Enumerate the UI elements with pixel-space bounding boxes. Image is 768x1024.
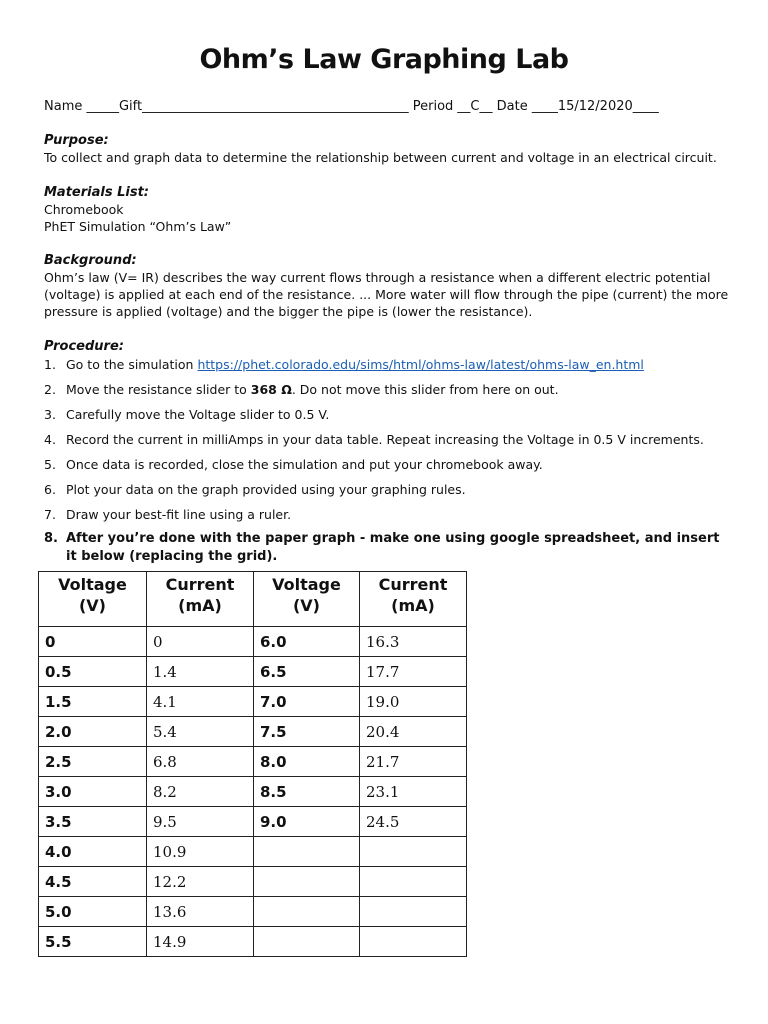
- current-cell: 10.9: [147, 837, 254, 867]
- current-cell: 6.8: [147, 747, 254, 777]
- procedure-step: [44, 505, 734, 530]
- current-cell: 20.4: [360, 717, 467, 747]
- table-row: [39, 777, 467, 807]
- table-header-row: [39, 572, 467, 627]
- current-cell: 14.9: [147, 927, 254, 957]
- current-cell: 4.1: [147, 687, 254, 717]
- current-cell: 24.5: [360, 807, 467, 837]
- current-cell: 9.5: [147, 807, 254, 837]
- resistance-value: 368 Ω: [250, 382, 292, 397]
- step-text-end: . Do not move this slider from here on out.: [291, 382, 559, 397]
- voltage-cell: 2.0: [39, 717, 147, 747]
- table-row: [39, 897, 467, 927]
- procedure-step: [44, 480, 734, 505]
- column-header: Voltage (V): [254, 572, 360, 627]
- voltage-cell: 3.0: [39, 777, 147, 807]
- table-row: [39, 837, 467, 867]
- procedure-step: [44, 430, 734, 455]
- student-info-line: Name _____Gift_________________________________________ Period __C__ Date ____15/12/2020____: [44, 99, 659, 114]
- background-text: Ohm’s law (V= IR) describes the way current flows through a resistance when a different electric potential (voltage) is applied at each end of the resistance. ... More water will flow through the pipe (current) the more pressure is applied (voltage) and the bigger the pipe is (lower the resistance).: [44, 270, 729, 319]
- step-text: Carefully move the Voltage slider to 0.5 V.: [66, 407, 330, 422]
- materials-item: Chromebook: [44, 202, 124, 217]
- step-number: 2.: [44, 382, 56, 397]
- purpose-heading: Purpose:: [44, 133, 109, 148]
- step-text: Once data is recorded, close the simulation and put your chromebook away.: [66, 457, 543, 472]
- column-header: Current (mA): [147, 572, 254, 627]
- step-number: 7.: [44, 507, 56, 522]
- current-cell: 8.2: [147, 777, 254, 807]
- voltage-cell: 7.0: [254, 687, 360, 717]
- table-row: [39, 747, 467, 777]
- voltage-cell: 7.5: [254, 717, 360, 747]
- current-cell: 1.4: [147, 657, 254, 687]
- purpose-text: To collect and graph data to determine the relationship between current and voltage in an electrical circuit.: [44, 150, 717, 165]
- procedure-heading: Procedure:: [44, 339, 124, 354]
- voltage-cell: 6.5: [254, 657, 360, 687]
- step-number: 4.: [44, 432, 56, 447]
- voltage-cell: 2.5: [39, 747, 147, 777]
- voltage-cell: [254, 927, 360, 957]
- current-cell: 12.2: [147, 867, 254, 897]
- background-section: [44, 252, 734, 320]
- current-cell: 5.4: [147, 717, 254, 747]
- voltage-cell: [254, 837, 360, 867]
- step-text: Plot your data on the graph provided using your graphing rules.: [66, 482, 466, 497]
- step-number: 3.: [44, 407, 56, 422]
- table-row: [39, 717, 467, 747]
- simulation-link[interactable]: https://phet.colorado.edu/sims/html/ohms-law/latest/ohms-law_en.html: [197, 357, 644, 372]
- table-row: [39, 927, 467, 957]
- data-table: [38, 571, 467, 957]
- materials-heading: Materials List:: [44, 185, 149, 200]
- step-text: Record the current in milliAmps in your data table. Repeat increasing the Voltage in 0.5 V increments.: [66, 432, 704, 447]
- procedure-list: [44, 355, 734, 566]
- procedure-step: [44, 380, 734, 405]
- voltage-cell: 4.0: [39, 837, 147, 867]
- column-header: Current (mA): [360, 572, 467, 627]
- current-cell: 23.1: [360, 777, 467, 807]
- voltage-cell: 0.5: [39, 657, 147, 687]
- procedure-step: [44, 455, 734, 480]
- voltage-cell: 1.5: [39, 687, 147, 717]
- voltage-cell: 6.0: [254, 627, 360, 657]
- voltage-cell: [254, 867, 360, 897]
- voltage-cell: 9.0: [254, 807, 360, 837]
- current-cell: 17.7: [360, 657, 467, 687]
- procedure-step: [44, 355, 734, 380]
- current-cell: [360, 927, 467, 957]
- materials-item: PhET Simulation “Ohm’s Law”: [44, 219, 232, 234]
- background-heading: Background:: [44, 253, 137, 268]
- current-cell: [360, 897, 467, 927]
- procedure-heading-wrap: [44, 338, 734, 355]
- page-title: Ohm’s Law Graphing Lab: [199, 44, 569, 75]
- current-cell: 19.0: [360, 687, 467, 717]
- table-body: [39, 627, 467, 957]
- current-cell: 21.7: [360, 747, 467, 777]
- table-row: [39, 867, 467, 897]
- step-number: 5.: [44, 457, 56, 472]
- current-cell: [360, 837, 467, 867]
- purpose-section: [44, 132, 734, 166]
- voltage-cell: 5.0: [39, 897, 147, 927]
- step-number: 6.: [44, 482, 56, 497]
- table-row: [39, 657, 467, 687]
- current-cell: 13.6: [147, 897, 254, 927]
- step-text: After you’re done with the paper graph - make one using google spreadsheet, and insert it below (replacing the grid).: [66, 531, 720, 564]
- voltage-cell: 8.0: [254, 747, 360, 777]
- materials-section: [44, 184, 734, 235]
- voltage-cell: 5.5: [39, 927, 147, 957]
- step-text: Go to the simulation: [66, 357, 198, 372]
- table-row: [39, 807, 467, 837]
- step-text: Move the resistance slider to: [66, 382, 251, 397]
- step-number: 8.: [44, 531, 58, 546]
- voltage-cell: 4.5: [39, 867, 147, 897]
- voltage-cell: [254, 897, 360, 927]
- voltage-cell: 3.5: [39, 807, 147, 837]
- procedure-step: [44, 530, 734, 566]
- table-row: [39, 627, 467, 657]
- voltage-cell: 0: [39, 627, 147, 657]
- procedure-step: [44, 405, 734, 430]
- voltage-cell: 8.5: [254, 777, 360, 807]
- step-number: 1.: [44, 357, 56, 372]
- table-row: [39, 687, 467, 717]
- current-cell: [360, 867, 467, 897]
- current-cell: 0: [147, 627, 254, 657]
- column-header: Voltage (V): [39, 572, 147, 627]
- current-cell: 16.3: [360, 627, 467, 657]
- step-text: Draw your best-fit line using a ruler.: [66, 507, 292, 522]
